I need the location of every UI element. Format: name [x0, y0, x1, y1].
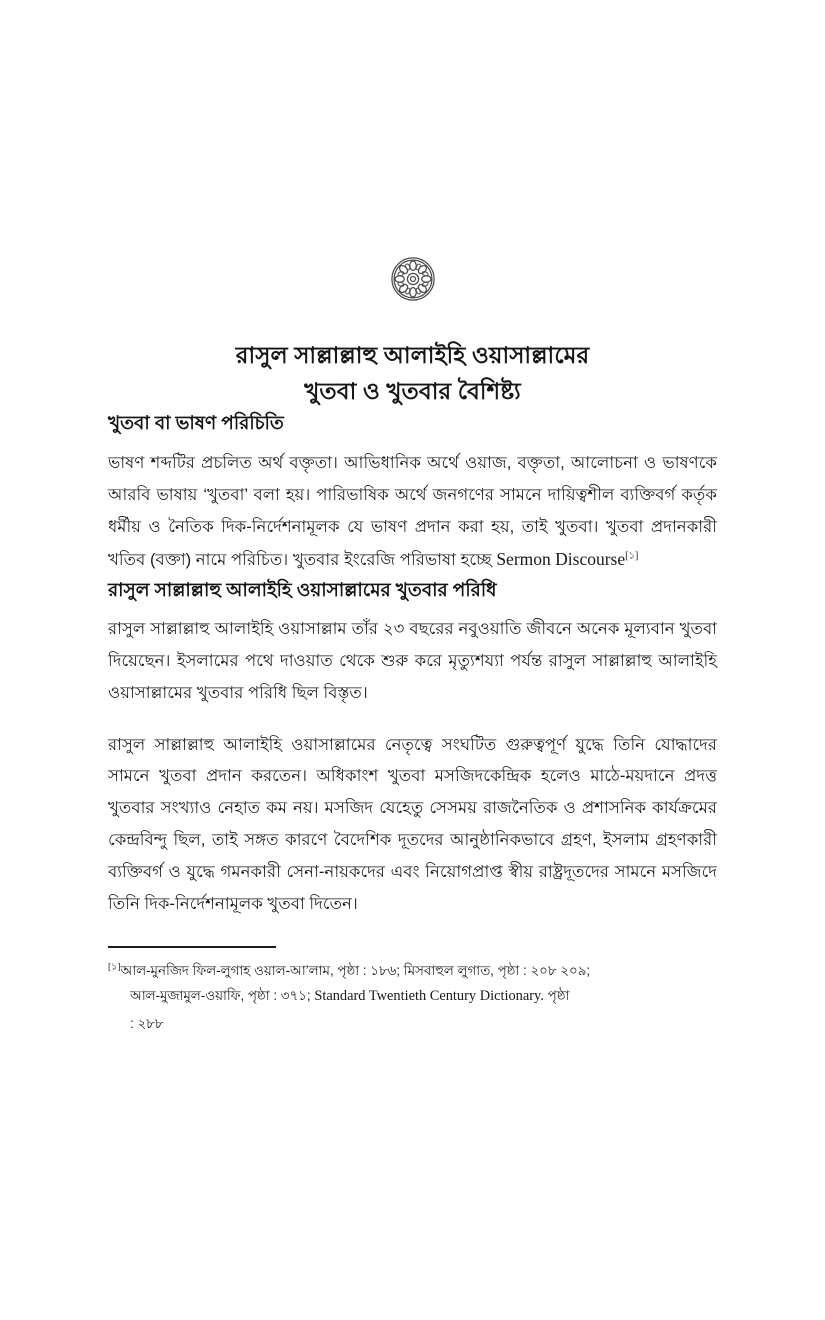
footnote-latin-title: Standard Twentieth Century Dictionary. [314, 988, 544, 1005]
section-heading-khutbar-poridhi: রাসুল সাল্লাল্লাহু আলাইহি ওয়াসাল্লামের খুতবার পরিধি [108, 579, 497, 601]
chapter-title [108, 338, 717, 409]
footnote-line-2-post: পৃষ্ঠা [543, 988, 570, 1004]
ornament-container [108, 0, 717, 310]
footnote-reference-1: [১] [625, 550, 639, 562]
footnote-line-2 [108, 983, 717, 1010]
chapter-title-line-1: রাসুল সাল্লাল্লাহু আলাইহি ওয়াসাল্লামের [235, 342, 590, 368]
footnote-block [108, 958, 717, 1035]
footnote-marker: [১] [108, 962, 121, 973]
floral-rosette-ornament [382, 248, 444, 310]
section-heading-khutba-introduction: খুতবা বা ভাষণ পরিচিতি [108, 412, 284, 434]
section-2-paragraph-1: রাসুল সাল্লাল্লাহু আলাইহি ওয়াসাল্লাম তাঁর ২৩ বছরের নবুওয়াতি জীবনে অনেক মূল্যবান খুতবা দিয়েছেন। ইসলামের পথে দাওয়াত থেকে শুরু করে মৃত্যুশয্যা পর্যন্ত রাসুল সাল্লাল্লাহু আলাইহি ওয়াসাল্লামের খুতবার পরিধি ছিল বিস্তৃত। [108, 618, 717, 702]
section-1-paragraph-1-text: ভাষণ শব্দটির প্রচলিত অর্থ বক্তৃতা। আভিধানিক অর্থে ওয়াজ, বক্তৃতা, আলোচনা ও ভাষণকে আরবি ভাষায় ‘খুতবা’ বলা হয়। পারিভাষিক অর্থে জনগণের সামনে দায়িত্বশীল ব্যক্তিবর্গ কর্তৃক ধর্মীয় ও নৈতিক দিক-নির্দেশনামূলক যে ভাষণ প্রদান করা হয়, তাই খুতবা। খুতবা প্রদানকারী খতিব (বক্তা) নামে পরিচিত। খুতবার ইংরেজি পরিভাষা হচ্ছে [108, 453, 717, 569]
footnote-line-3: : ২৮৮ [130, 1015, 164, 1031]
footnote-line-2-pre: আল-মুজামুল-ওয়াফি, পৃষ্ঠা : ৩৭১; [130, 988, 315, 1004]
footnote-divider [108, 946, 276, 949]
section-1-paragraph-1 [108, 447, 717, 576]
footnote-line-1: আল-মুনজিদ ফিল-লুগাহ ওয়াল-আ’লাম, পৃষ্ঠা : ১৮৬; মিসবাহুল লুগাত, পৃষ্ঠা : ২০৮ ২০৯; [120, 963, 591, 979]
chapter-title-line-2: খুতবা ও খুতবার বৈশিষ্ট্য [304, 377, 521, 404]
latin-term-sermon-discourse: Sermon Discourse [496, 548, 626, 569]
section-2-paragraph-2: রাসুল সাল্লাল্লাহু আলাইহি ওয়াসাল্লামের নেতৃত্বে সংঘটিত গুরুত্বপূর্ণ যুদ্ধে তিনি যোদ্ধাদের সামনে খুতবা প্রদান করতেন। অধিকাংশ খুতবা মসজিদকেন্দ্রিক হলেও মাঠে-ময়দানে প্রদত্ত খুতবার সংখ্যাও নেহাত কম নয়। মসজিদ যেহেতু সেসময় রাজনৈতিক ও প্রশাসনিক কার্যক্রমের কেন্দ্রবিন্দু ছিল, তাই সঙ্গত কারণে বৈদেশিক দূতদের আনুষ্ঠানিকভাবে গ্রহণ, ইসলাম গ্রহণকারী ব্যক্তিবর্গ ও যুদ্ধে গমনকারী সেনা-নায়কদের এবং নিয়োগপ্রাপ্ত স্বীয় রাষ্ট্রদূতদের সামনে মসজিদে তিনি দিক-নির্দেশনামূলক খুতবা দিতেন। [108, 734, 717, 913]
